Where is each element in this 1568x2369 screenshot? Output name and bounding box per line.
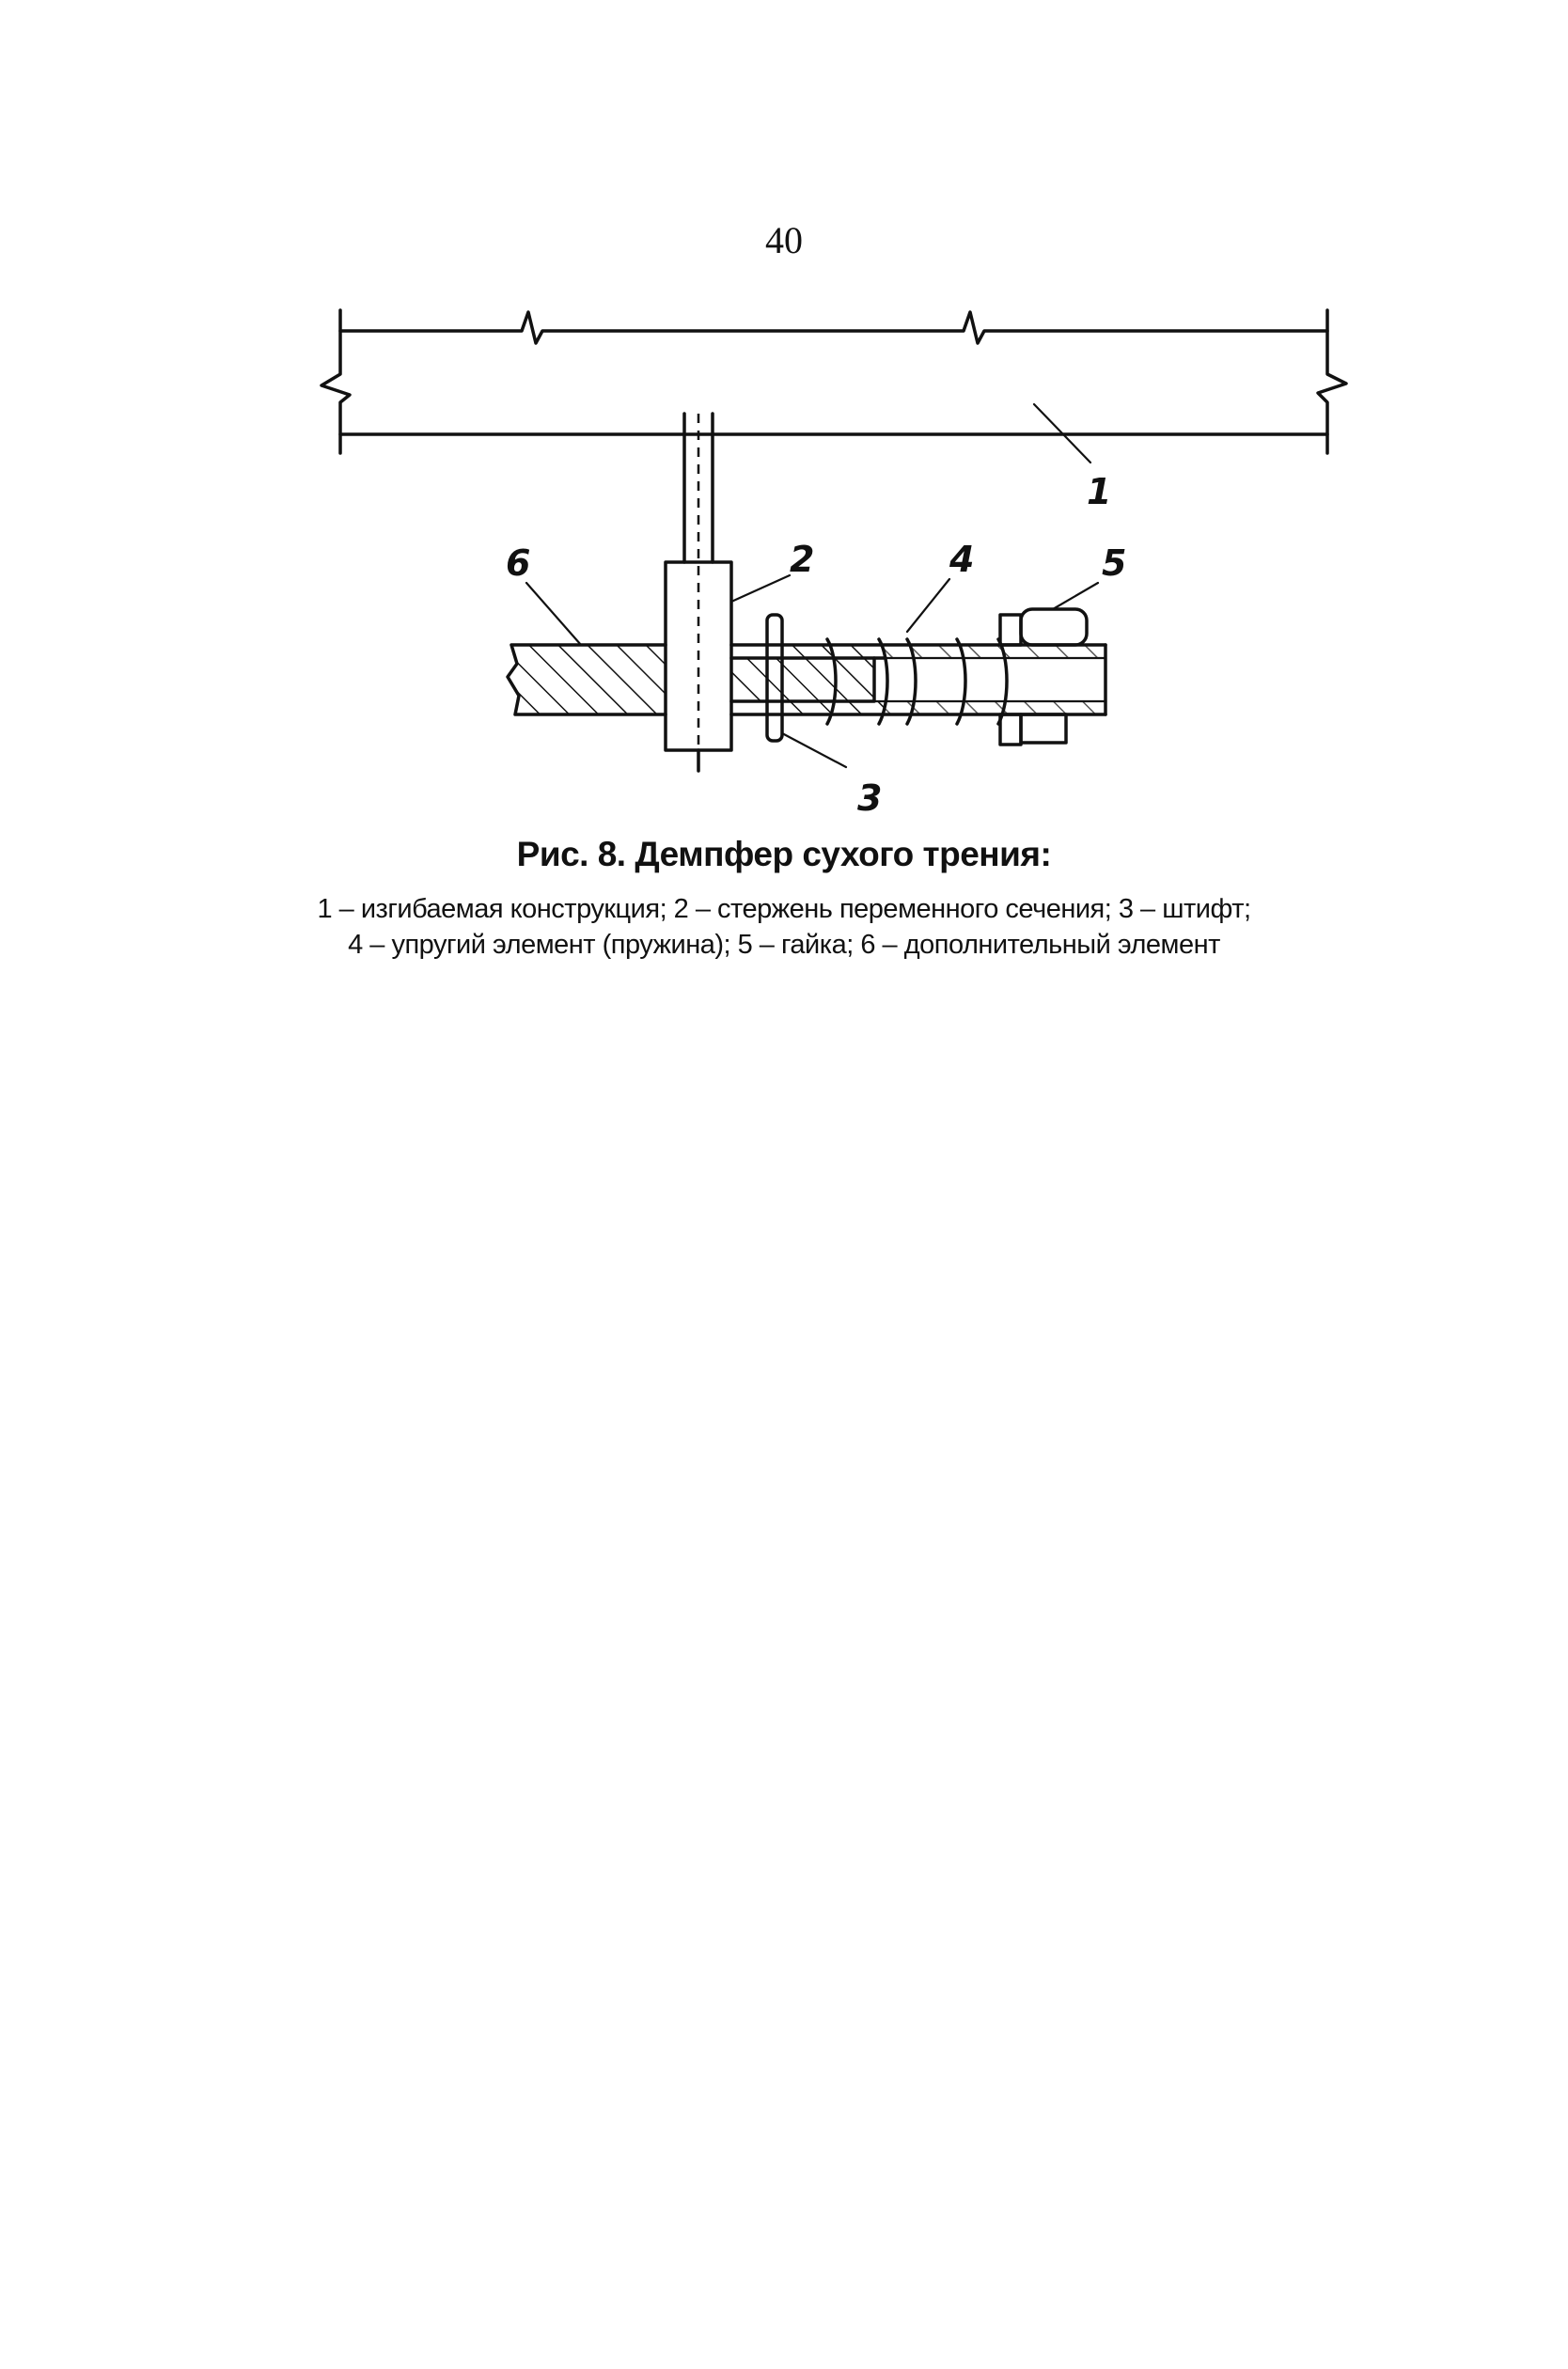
leader-5 — [1053, 583, 1098, 609]
label-2: 2 — [790, 539, 815, 580]
legend-line: 1 – изгибаемая конструкция; 2 – стержень переменного сечения; 3 – штифт; — [317, 894, 1251, 924]
leader-6 — [526, 583, 581, 645]
leader-4 — [907, 579, 949, 632]
label-4: 4 — [949, 539, 975, 580]
additional-element — [508, 645, 666, 714]
page-number: 40 — [765, 219, 803, 261]
leader-2 — [731, 575, 790, 602]
label-1: 1 — [1087, 471, 1112, 512]
tube — [731, 645, 1105, 714]
legend-line: 4 – упругий элемент (пружина); 5 – гайка; 6 – дополнительный элемент — [348, 930, 1220, 960]
figure-legend — [0, 891, 1568, 963]
leader-3 — [782, 733, 846, 767]
label-3: 3 — [857, 777, 883, 819]
label-6: 6 — [506, 542, 531, 584]
bending-structure — [321, 310, 1346, 453]
variable-section-rod — [666, 414, 731, 771]
label-5: 5 — [1102, 542, 1127, 584]
figure-caption-title: Рис. 8. Демпфер сухого трения: — [516, 835, 1052, 873]
nut — [1000, 609, 1087, 745]
